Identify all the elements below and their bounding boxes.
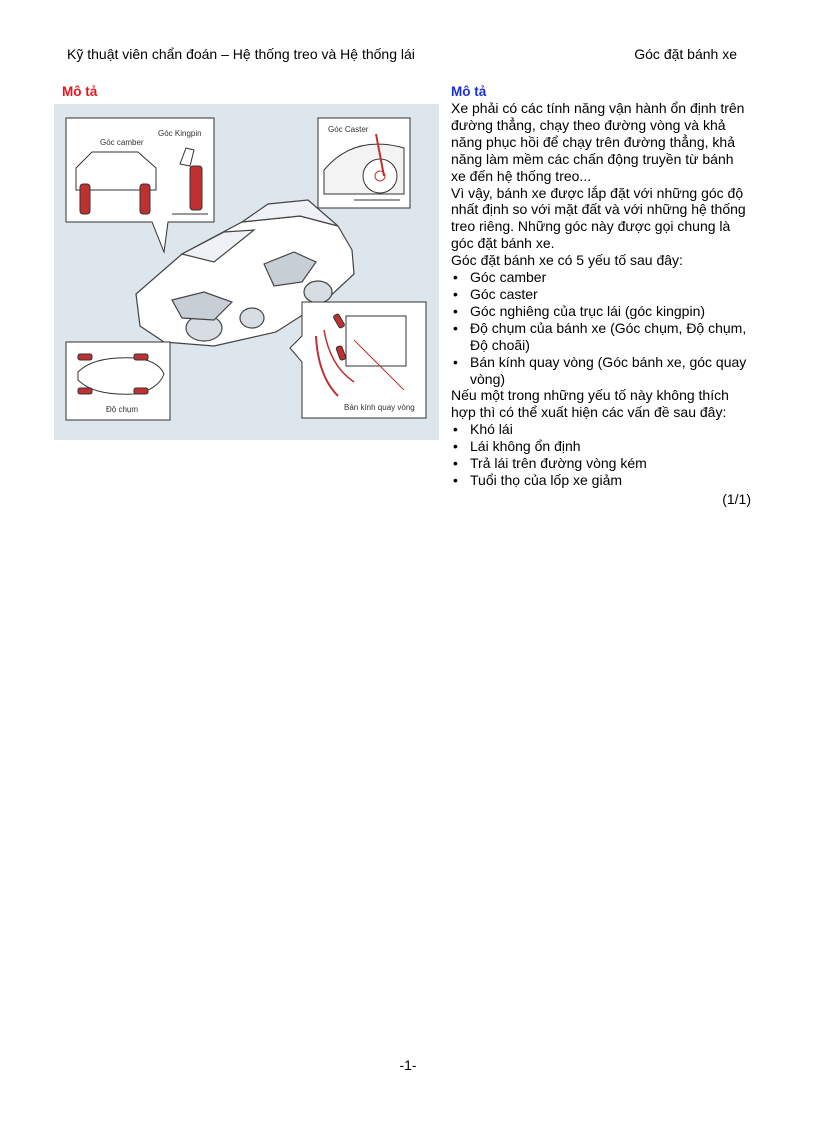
list-item: • Góc camber	[451, 269, 751, 286]
wheel-alignment-figure	[54, 104, 439, 440]
right-heading: Mô tả	[451, 84, 487, 99]
turning-radius-panel	[290, 302, 426, 418]
camber-label: Góc camber	[100, 138, 144, 147]
page-reference: (1/1)	[722, 490, 751, 507]
factors-intro: Góc đặt bánh xe có 5 yếu tố sau đây:	[451, 252, 683, 269]
angles-paragraph: Vì vậy, bánh xe được lắp đặt với những góc độ nhất định so với mặt đất và với những hệ thống treo riêng. Những góc này được gọi chung là góc đặt bánh xe.	[451, 184, 746, 252]
factors-list	[451, 269, 751, 387]
list-item: • Độ chụm của bánh xe (Góc chụm, Độ chụm, Độ choãi)	[451, 320, 751, 354]
intro-paragraph: Xe phải có các tính năng vận hành ổn định trên đường thẳng, chạy theo đường vòng và khả năng phục hồi để chạy trên đường thẳng, khả năng làm mềm các chấn động truyền từ bánh xe đến hệ thống treo...	[451, 100, 745, 184]
page-number: -1-	[399, 1057, 417, 1073]
turning-radius-label: Bán kính quay vòng	[344, 403, 415, 412]
list-item: • Góc caster	[451, 286, 751, 303]
problems-list	[451, 421, 751, 489]
toe-panel	[66, 342, 170, 420]
left-heading: Mô tả	[62, 84, 98, 99]
caster-panel	[318, 118, 410, 208]
list-item: • Bán kính quay vòng (Góc bánh xe, góc quay vòng)	[451, 354, 751, 388]
list-item: • Trả lái trên đường vòng kém	[451, 455, 751, 472]
list-item: • Khó lái	[451, 421, 751, 438]
list-item: • Tuổi thọ của lốp xe giảm	[451, 472, 751, 489]
header-section: Góc đặt bánh xe	[634, 46, 737, 62]
list-item: • Góc nghiêng của trục lái (góc kingpin)	[451, 303, 751, 320]
kingpin-label: Góc Kingpin	[158, 129, 202, 138]
description-body	[451, 100, 751, 508]
problems-intro: Nếu một trong những yếu tố này không thích hợp thì có thể xuất hiện các vấn đề sau đây:	[451, 387, 729, 421]
list-item: • Lái không ổn định	[451, 438, 751, 455]
toe-label: Độ chụm	[106, 405, 139, 414]
header-title: Kỹ thuật viên chẩn đoán – Hệ thống treo và Hệ thống lái	[67, 46, 415, 62]
caster-label: Góc Caster	[328, 125, 369, 134]
